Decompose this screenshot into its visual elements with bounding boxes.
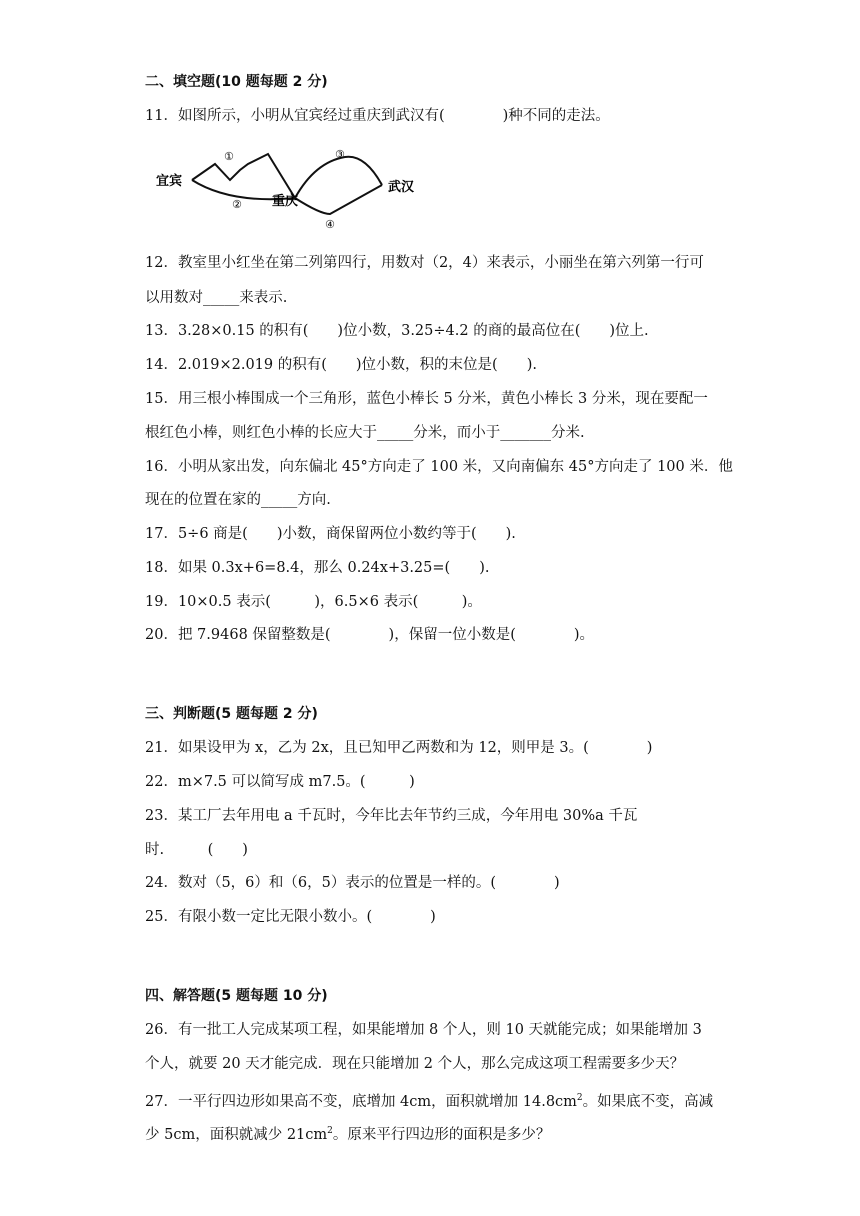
question-21: 21．如果设甲为 x，乙为 2x，且已知甲乙两数和为 12，则甲是 3。( ) [145, 740, 653, 756]
section-heading-fill-in: 二、填空题(10 题每题 2 分) [145, 74, 328, 90]
question-19: 19．10×0.5 表示( )，6.5×6 表示( )。 [145, 594, 482, 610]
question-23-line-1: 23．某工厂去年用电 a 千瓦时，今年比去年节约三成，今年用电 30%a 千瓦 [145, 808, 638, 824]
question-20: 20．把 7.9468 保留整数是( )，保留一位小数是( )。 [145, 627, 595, 643]
route-figure [150, 142, 430, 238]
question-17: 17．5÷6 商是( )小数，商保留两位小数约等于( ). [145, 526, 516, 542]
squared-superscript: 2 [327, 1126, 333, 1136]
question-26-line-2: 个人，就要 20 天才能完成．现在只能增加 2 个人，那么完成这项工程需要多少天？ [145, 1056, 685, 1072]
question-24: 24．数对（5，6）和（6，5）表示的位置是一样的。( ) [145, 875, 560, 891]
question-18: 18．如果 0.3x+6=8.4，那么 0.24x+3.25=( ). [145, 560, 490, 576]
section-heading-word-problems: 四、解答题(5 题每题 10 分) [145, 988, 328, 1004]
route-4-path [295, 185, 382, 214]
route-3-label: ③ [335, 148, 345, 161]
question-27-line-1-tail: 。如果底不变，高减 [582, 1093, 714, 1110]
question-11: 11．如图所示，小明从宜宾经过重庆到武汉有( )种不同的走法。 [145, 108, 610, 124]
question-15-line-2: 根红色小棒，则红色小棒的长应大于_____分米，而小于_______分米. [145, 425, 585, 441]
question-16-line-1: 16．小明从家出发，向东偏北 45°方向走了 100 米，又向南偏东 45°方向走了 100 米．他 [145, 459, 733, 475]
question-13: 13．3.28×0.15 的积有( )位小数，3.25÷4.2 的商的最高位在( )位上. [145, 323, 649, 339]
question-22: 22．m×7.5 可以简写成 m7.5。( ) [145, 774, 415, 790]
middle-city-label: 重庆 [272, 194, 299, 209]
route-2-label: ② [232, 198, 242, 211]
end-city-label: 武汉 [388, 180, 415, 195]
squared-superscript: 2 [576, 1093, 583, 1103]
question-27-line-1-text: 27．一平行四边形如果高不变，底增加 4cm，面积就增加 14.8cm [145, 1093, 577, 1110]
question-27-line-2-text: 少 5cm，面积就减少 21cm [145, 1126, 328, 1143]
question-23-line-2: 时. ( ) [145, 842, 248, 858]
question-14: 14．2.019×2.019 的积有( )位小数，积的末位是( ). [145, 357, 537, 373]
start-city-label: 宜宾 [156, 174, 183, 189]
question-27-line-2-tail: 。原来平行四边形的面积是多少？ [332, 1126, 551, 1143]
question-27-line-1 [145, 1088, 713, 1112]
section-heading-true-false: 三、判断题(5 题每题 2 分) [145, 706, 318, 722]
route-1-path [192, 154, 295, 198]
question-27-line-2 [145, 1121, 550, 1145]
question-15-line-1: 15．用三根小棒围成一个三角形，蓝色小棒长 5 分米，黄色小棒长 3 分米，现在要配一 [145, 391, 708, 407]
route-4-label: ④ [325, 218, 335, 231]
question-26-line-1: 26．有一批工人完成某项工程，如果能增加 8 个人，则 10 天就能完成；如果能增加 3 [145, 1022, 702, 1038]
route-1-label: ① [224, 150, 234, 163]
question-12-line-2: 以用数对_____来表示. [145, 290, 288, 306]
question-16-line-2: 现在的位置在家的_____方向. [145, 492, 331, 508]
question-25: 25．有限小数一定比无限小数小。( ) [145, 909, 436, 925]
question-12-line-1: 12．教室里小红坐在第二列第四行，用数对（2，4）来表示，小丽坐在第六列第一行可 [145, 255, 704, 271]
